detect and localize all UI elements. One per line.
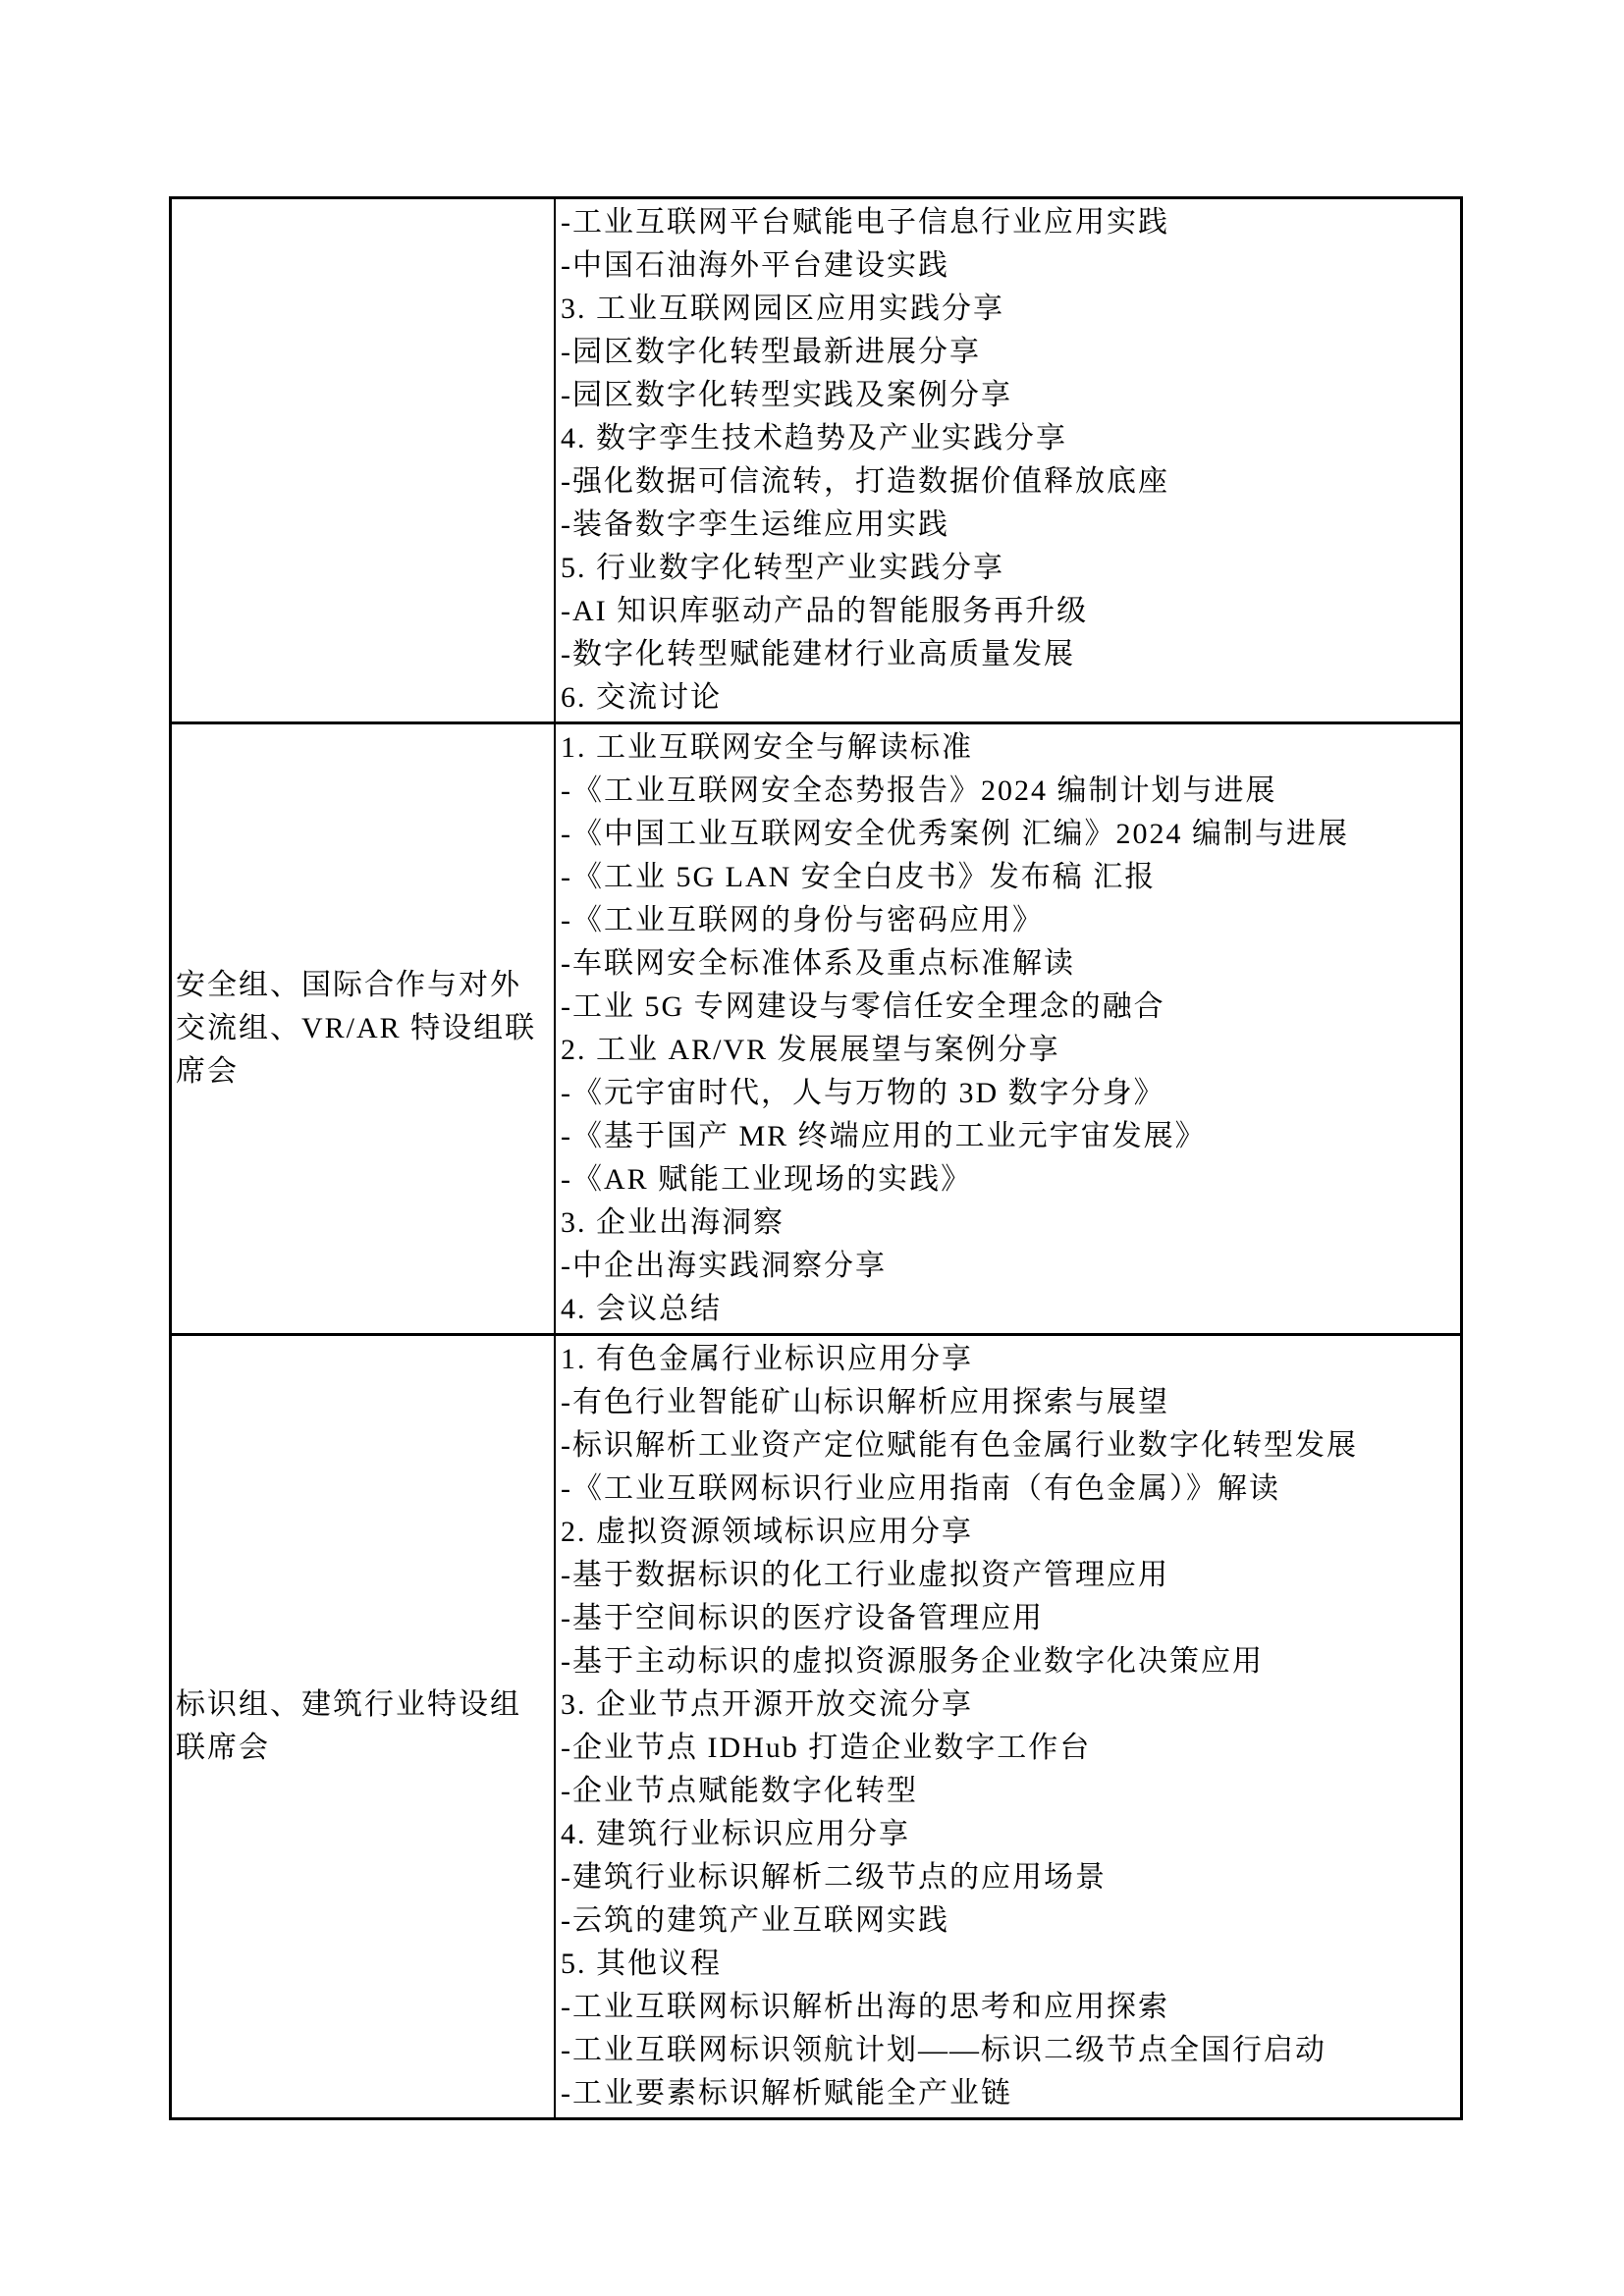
row-label-cell: 标识组、建筑行业特设组联席会 <box>172 1336 556 2117</box>
row-content-cell <box>556 199 1460 721</box>
agenda-line: -《中国工业互联网安全优秀案例 汇编》2024 编制与进展 <box>561 818 1349 850</box>
row-label-cell <box>172 199 556 721</box>
agenda-line: 3. 企业出海洞察 <box>561 1206 785 1239</box>
agenda-table <box>169 196 1463 2120</box>
table-row <box>172 1333 1460 2117</box>
agenda-line: -工业互联网标识解析出海的思考和应用探索 <box>561 1991 1169 2023</box>
agenda-line: 2. 虚拟资源领域标识应用分享 <box>561 1516 973 1548</box>
agenda-line: -基于主动标识的虚拟资源服务企业数字化决策应用 <box>561 1645 1264 1678</box>
table-row <box>172 721 1460 1333</box>
agenda-line: -《工业互联网的身份与密码应用》 <box>561 904 1044 936</box>
agenda-line: -强化数据可信流转，打造数据价值释放底座 <box>561 465 1169 498</box>
agenda-line: 3. 企业节点开源开放交流分享 <box>561 1688 973 1721</box>
row-content-cell <box>556 724 1460 1333</box>
agenda-line: -云筑的建筑产业互联网实践 <box>561 1904 949 1937</box>
agenda-line: 2. 工业 AR/VR 发展展望与案例分享 <box>561 1034 1060 1066</box>
agenda-line: -标识解析工业资产定位赋能有色金属行业数字化转型发展 <box>561 1429 1358 1462</box>
agenda-line: -工业互联网标识领航计划——标识二级节点全国行启动 <box>561 2034 1326 2066</box>
agenda-line: -基于空间标识的医疗设备管理应用 <box>561 1602 1044 1634</box>
agenda-line: -《工业 5G LAN 安全白皮书》发布稿 汇报 <box>561 861 1157 893</box>
agenda-line: 4. 数字孪生技术趋势及产业实践分享 <box>561 422 1067 454</box>
agenda-line: -《AR 赋能工业现场的实践》 <box>561 1163 973 1196</box>
agenda-line: 1. 工业互联网安全与解读标准 <box>561 731 973 764</box>
agenda-line: -中国石油海外平台建设实践 <box>561 249 949 282</box>
agenda-line: 5. 行业数字化转型产业实践分享 <box>561 552 1004 584</box>
agenda-line: 4. 建筑行业标识应用分享 <box>561 1818 910 1850</box>
agenda-line: -《基于国产 MR 终端应用的工业元宇宙发展》 <box>561 1120 1207 1152</box>
agenda-line: -装备数字孪生运维应用实践 <box>561 508 949 541</box>
agenda-line: 5. 其他议程 <box>561 1948 722 1980</box>
agenda-line: -企业节点赋能数字化转型 <box>561 1775 918 1807</box>
agenda-line: -工业互联网平台赋能电子信息行业应用实践 <box>561 206 1169 239</box>
table-row <box>172 199 1460 721</box>
agenda-line: 4. 会议总结 <box>561 1293 722 1325</box>
agenda-line: -《工业互联网安全态势报告》2024 编制计划与进展 <box>561 774 1277 807</box>
agenda-line: -企业节点 IDHub 打造企业数字工作台 <box>561 1732 1092 1764</box>
agenda-line: 3. 工业互联网园区应用实践分享 <box>561 293 1004 325</box>
agenda-line: -车联网安全标准体系及重点标准解读 <box>561 947 1075 980</box>
agenda-line: -建筑行业标识解析二级节点的应用场景 <box>561 1861 1107 1894</box>
agenda-line: -有色行业智能矿山标识解析应用探索与展望 <box>561 1386 1169 1418</box>
row-content-cell <box>556 1336 1460 2117</box>
agenda-line: -《工业互联网标识行业应用指南（有色金属）》解读 <box>561 1472 1280 1505</box>
agenda-line: 6. 交流讨论 <box>561 681 722 714</box>
agenda-line: -基于数据标识的化工行业虚拟资产管理应用 <box>561 1559 1169 1591</box>
agenda-line: -工业要素标识解析赋能全产业链 <box>561 2077 1012 2109</box>
agenda-line: -工业 5G 专网建设与零信任安全理念的融合 <box>561 990 1165 1023</box>
agenda-line: -中企出海实践洞察分享 <box>561 1250 887 1282</box>
agenda-line: -《元宇宙时代，人与万物的 3D 数字分身》 <box>561 1077 1165 1109</box>
agenda-line: -AI 知识库驱动产品的智能服务再升级 <box>561 595 1089 627</box>
row-label-cell: 安全组、国际合作与对外交流组、VR/AR 特设组联席会 <box>172 724 556 1333</box>
agenda-line: -园区数字化转型最新进展分享 <box>561 336 981 368</box>
agenda-line: -园区数字化转型实践及案例分享 <box>561 379 1012 411</box>
agenda-line: -数字化转型赋能建材行业高质量发展 <box>561 638 1075 670</box>
agenda-line: 1. 有色金属行业标识应用分享 <box>561 1343 973 1375</box>
